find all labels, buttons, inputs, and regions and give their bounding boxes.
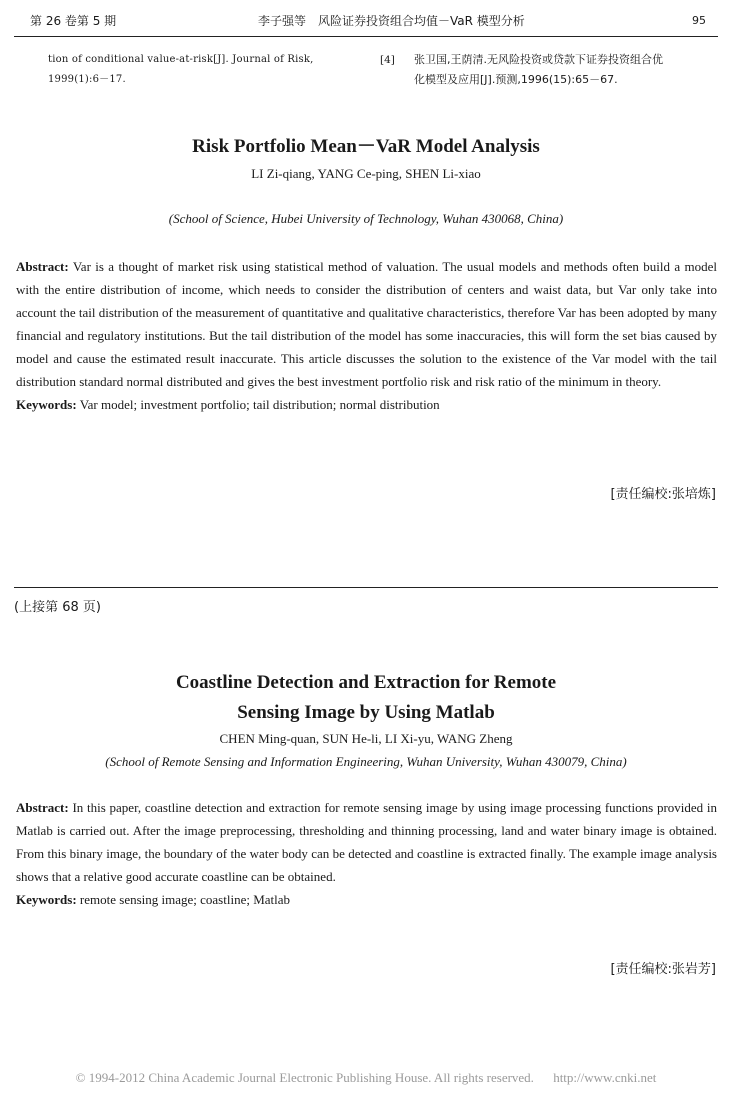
abstract-label: Abstract: — [16, 259, 69, 274]
editor-credit: [责任编校:张培炼] — [610, 487, 716, 502]
section-divider — [14, 587, 718, 588]
article-abstract — [16, 796, 717, 911]
reference-line: 化模型及应用[J].预测,1996(15):65－67. — [414, 73, 618, 86]
keywords-label: Keywords: — [16, 892, 77, 907]
page-footer — [0, 1070, 732, 1086]
page-number: 95 — [692, 14, 706, 27]
reference-continued — [48, 50, 358, 90]
article-abstract — [16, 255, 717, 416]
running-title: 李子强等 风险证券投资组合均值－VaR 模型分析 — [258, 14, 525, 28]
keywords-text: remote sensing image; coastline; Matlab — [79, 892, 291, 907]
issue-label: 第 26 卷第 5 期 — [30, 14, 117, 28]
header-rule — [14, 36, 718, 37]
editor-credit: [责任编校:张岩芳] — [610, 962, 716, 977]
article-authors: LI Zi-qiang, YANG Ce-ping, SHEN Li-xiao — [251, 166, 481, 181]
running-header — [14, 10, 718, 32]
abstract-text: Var is a thought of market risk using statistical method of valuation. The usual models and methods often build a model with the entire distribution of income, which needs to consider the distribution of centers and waist data, but Var only take into account the tail distribution of the measurement of quantitative and qualitative characteristics, therefore Var has been adopted by many financial and regulatory institutions. But the tail distribution of the model has some inaccuracies, this will form the set bias caused by model and cause the estimated result inaccurate. This article discusses the solution to the existence of the Var model with the tail distribution standard normal distributed and gives the best investment portfolio risk and risk ratio of the minimum in theory. — [16, 259, 718, 389]
keywords-text: Var model; investment portfolio; tail distribution; normal distribution — [79, 397, 440, 412]
reference-line: 1999(1):6－17. — [48, 74, 126, 85]
article-authors: CHEN Ming-quan, SUN He-li, LI Xi-yu, WANG Zheng — [219, 731, 513, 746]
continued-from: (上接第 68 页) — [14, 600, 101, 615]
article-title-line: Coastline Detection and Extraction for Remote — [175, 672, 557, 693]
reference-line: tion of conditional value-at-risk[J]. Journal of Risk, — [48, 54, 314, 65]
article-affiliation: (School of Science, Hubei University of Technology, Wuhan 430068, China) — [168, 211, 564, 226]
copyright-notice: © 1994-2012 China Academic Journal Electronic Publishing House. All rights reserved. — [75, 1070, 534, 1085]
article-affiliation: (School of Remote Sensing and Information Engineering, Wuhan University, Wuhan 430079, China) — [105, 754, 627, 769]
abstract-text: In this paper, coastline detection and extraction for remote sensing image by using image processing functions provided in Matlab is carried out. After the image preprocessing, thresholding and thinning processing, land and water binary image is obtained. From this binary image, the boundary of the water body can be detected and coastline is extracted finally. The example image analysis shows that a relative good accurate coastline can be obtained. — [16, 800, 717, 884]
reference-line: 张卫国,王荫清.无风险投资或贷款下证券投资组合优 — [414, 53, 663, 66]
article-title: Risk Portfolio Mean－VaR Model Analysis — [192, 136, 540, 157]
reference-text — [414, 50, 718, 90]
article-title-line: Sensing Image by Using Matlab — [237, 702, 495, 723]
abstract-label: Abstract: — [16, 800, 69, 815]
keywords-label: Keywords: — [16, 397, 77, 412]
footer-url[interactable]: http://www.cnki.net — [553, 1070, 657, 1085]
reference-number: [4] — [380, 54, 395, 66]
